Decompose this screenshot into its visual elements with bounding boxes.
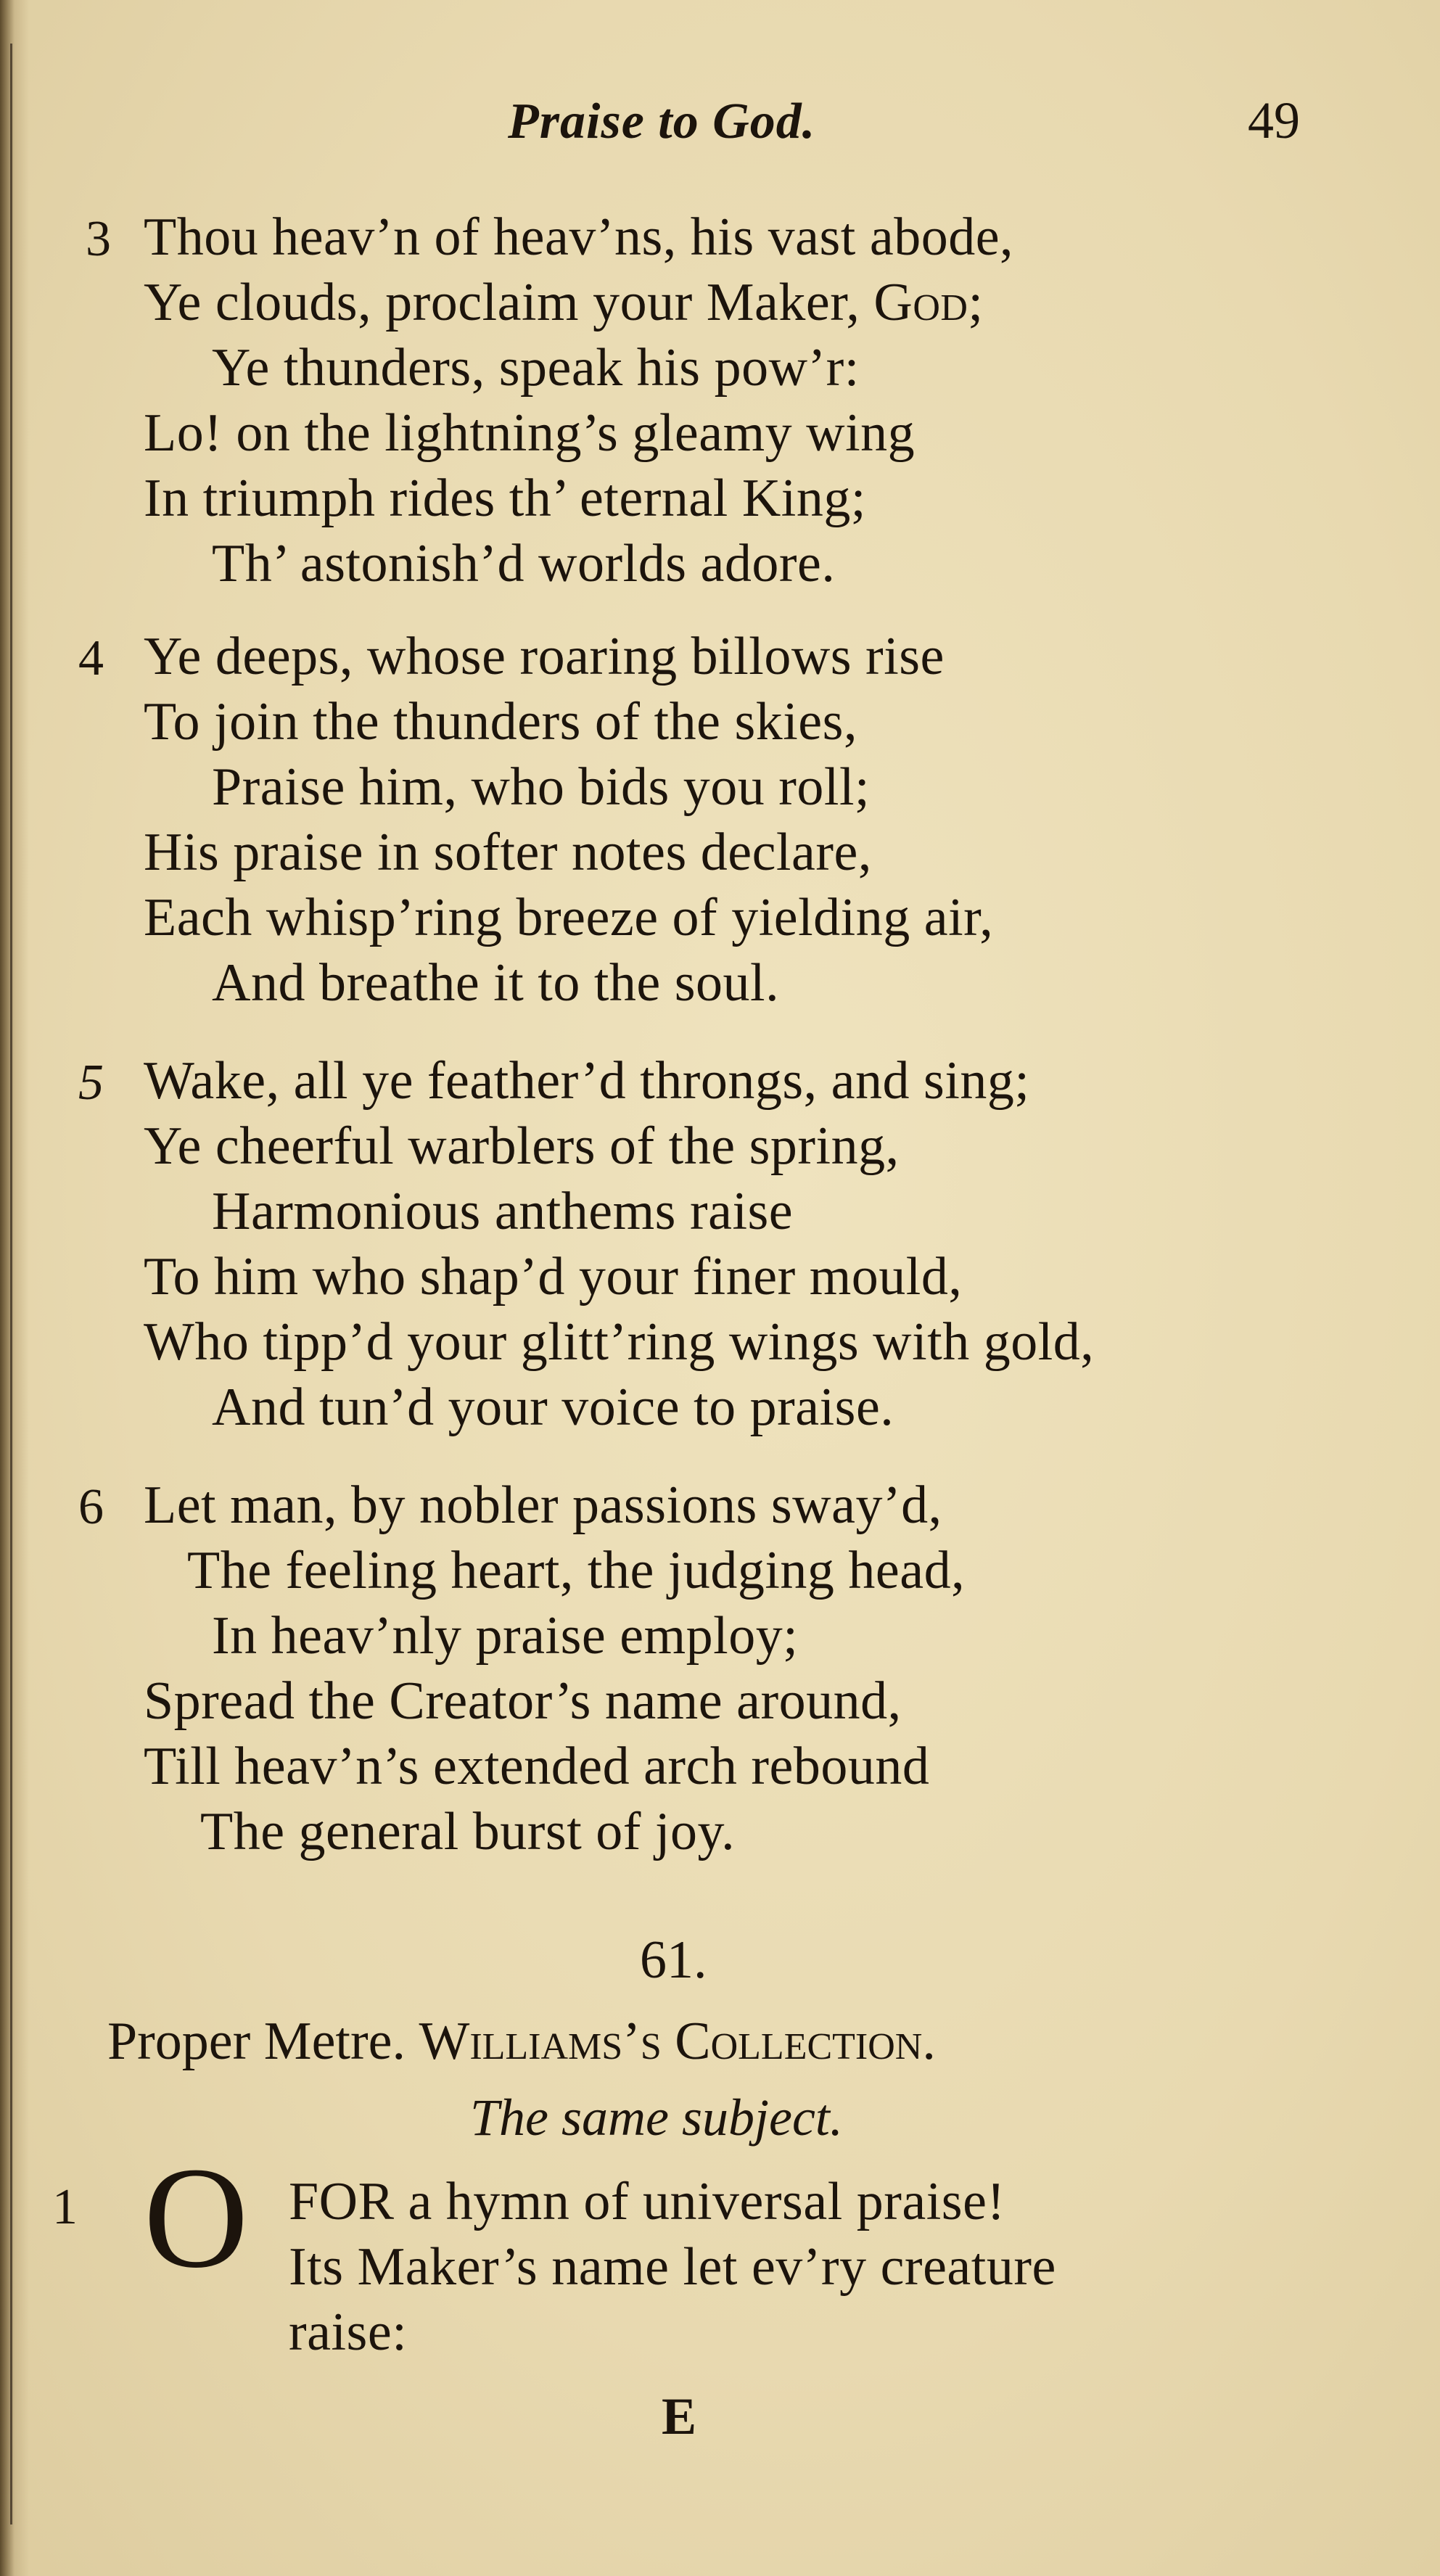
verse-line: Till heav’n’s extended arch rebound <box>144 1737 930 1796</box>
verse-line: And breathe it to the soul. <box>212 953 780 1013</box>
verse-number: 6 <box>78 1479 104 1535</box>
verse-number: 4 <box>78 630 104 686</box>
verse-line: Wake, all ye feather’d throngs, and sing; <box>144 1051 1030 1111</box>
verse-line: The feeling heart, the judging head, <box>187 1541 966 1600</box>
verse-line: Lo! on the lightning’s gleamy wing <box>144 403 916 463</box>
divine-name: God <box>873 273 968 332</box>
verse-line: Ye cheerful warblers of the spring, <box>144 1116 900 1176</box>
drop-cap: O <box>144 2138 249 2298</box>
verse-line: In triumph rides th’ eternal King; <box>144 469 866 528</box>
verse-number: 5 <box>78 1055 104 1111</box>
verse-line: His praise in softer notes declare, <box>144 823 872 882</box>
verse-line: Ye deeps, whose roaring billows rise <box>144 627 945 686</box>
verse-line: Spread the Creator’s name around, <box>144 1671 902 1731</box>
binding-rule <box>10 44 12 2524</box>
page-number: 49 <box>1248 91 1300 149</box>
verse-line: And tun’d your voice to praise. <box>212 1378 894 1437</box>
hymn-number: 61. <box>640 1930 707 1990</box>
verse-line: To him who shap’d your finer mould, <box>144 1247 963 1306</box>
hymn-subject: The same subject. <box>470 2089 843 2147</box>
verse-number: 1 <box>52 2179 78 2235</box>
verse-line: Let man, by nobler passions sway’d, <box>144 1476 942 1535</box>
binding-edge <box>0 0 29 2576</box>
verse-line: Who tipp’d your glitt’ring wings with gold, <box>144 1312 1095 1372</box>
hymn-collection: Williams’s Collection. <box>419 2012 936 2071</box>
verse-line: Harmonious anthems raise <box>212 1182 794 1241</box>
signature-mark: E <box>662 2387 697 2445</box>
verse-line: Each whisp’ring breeze of yielding air, <box>144 888 994 947</box>
hymn-metre: Proper Metre. <box>107 2012 419 2071</box>
verse-number: 3 <box>86 211 111 267</box>
verse-line: In heav’nly praise employ; <box>212 1606 799 1666</box>
verse-line <box>144 273 984 332</box>
verse-line: Praise him, who bids you roll; <box>212 757 871 817</box>
verse-line: Thou heav’n of heav’ns, his vast abode, <box>144 207 1014 267</box>
verse-line-text: Ye clouds, proclaim your Maker, <box>144 273 874 332</box>
verse-line: The general burst of joy. <box>200 1802 736 1861</box>
verse-line: Its Maker’s name let ev’ry creature <box>289 2237 1056 2297</box>
verse-line: FOR a hymn of universal praise! <box>289 2172 1005 2231</box>
hymn-metre-line <box>107 2011 936 2073</box>
verse-line: raise: <box>289 2303 408 2362</box>
verse-line-punct: ; <box>968 273 984 332</box>
verse-line: To join the thunders of the skies, <box>144 692 857 752</box>
running-head-title: Praise to God. <box>508 94 816 149</box>
verse-line: Th’ astonish’d worlds adore. <box>212 534 836 593</box>
verse-line: Ye thunders, speak his pow’r: <box>212 338 860 398</box>
